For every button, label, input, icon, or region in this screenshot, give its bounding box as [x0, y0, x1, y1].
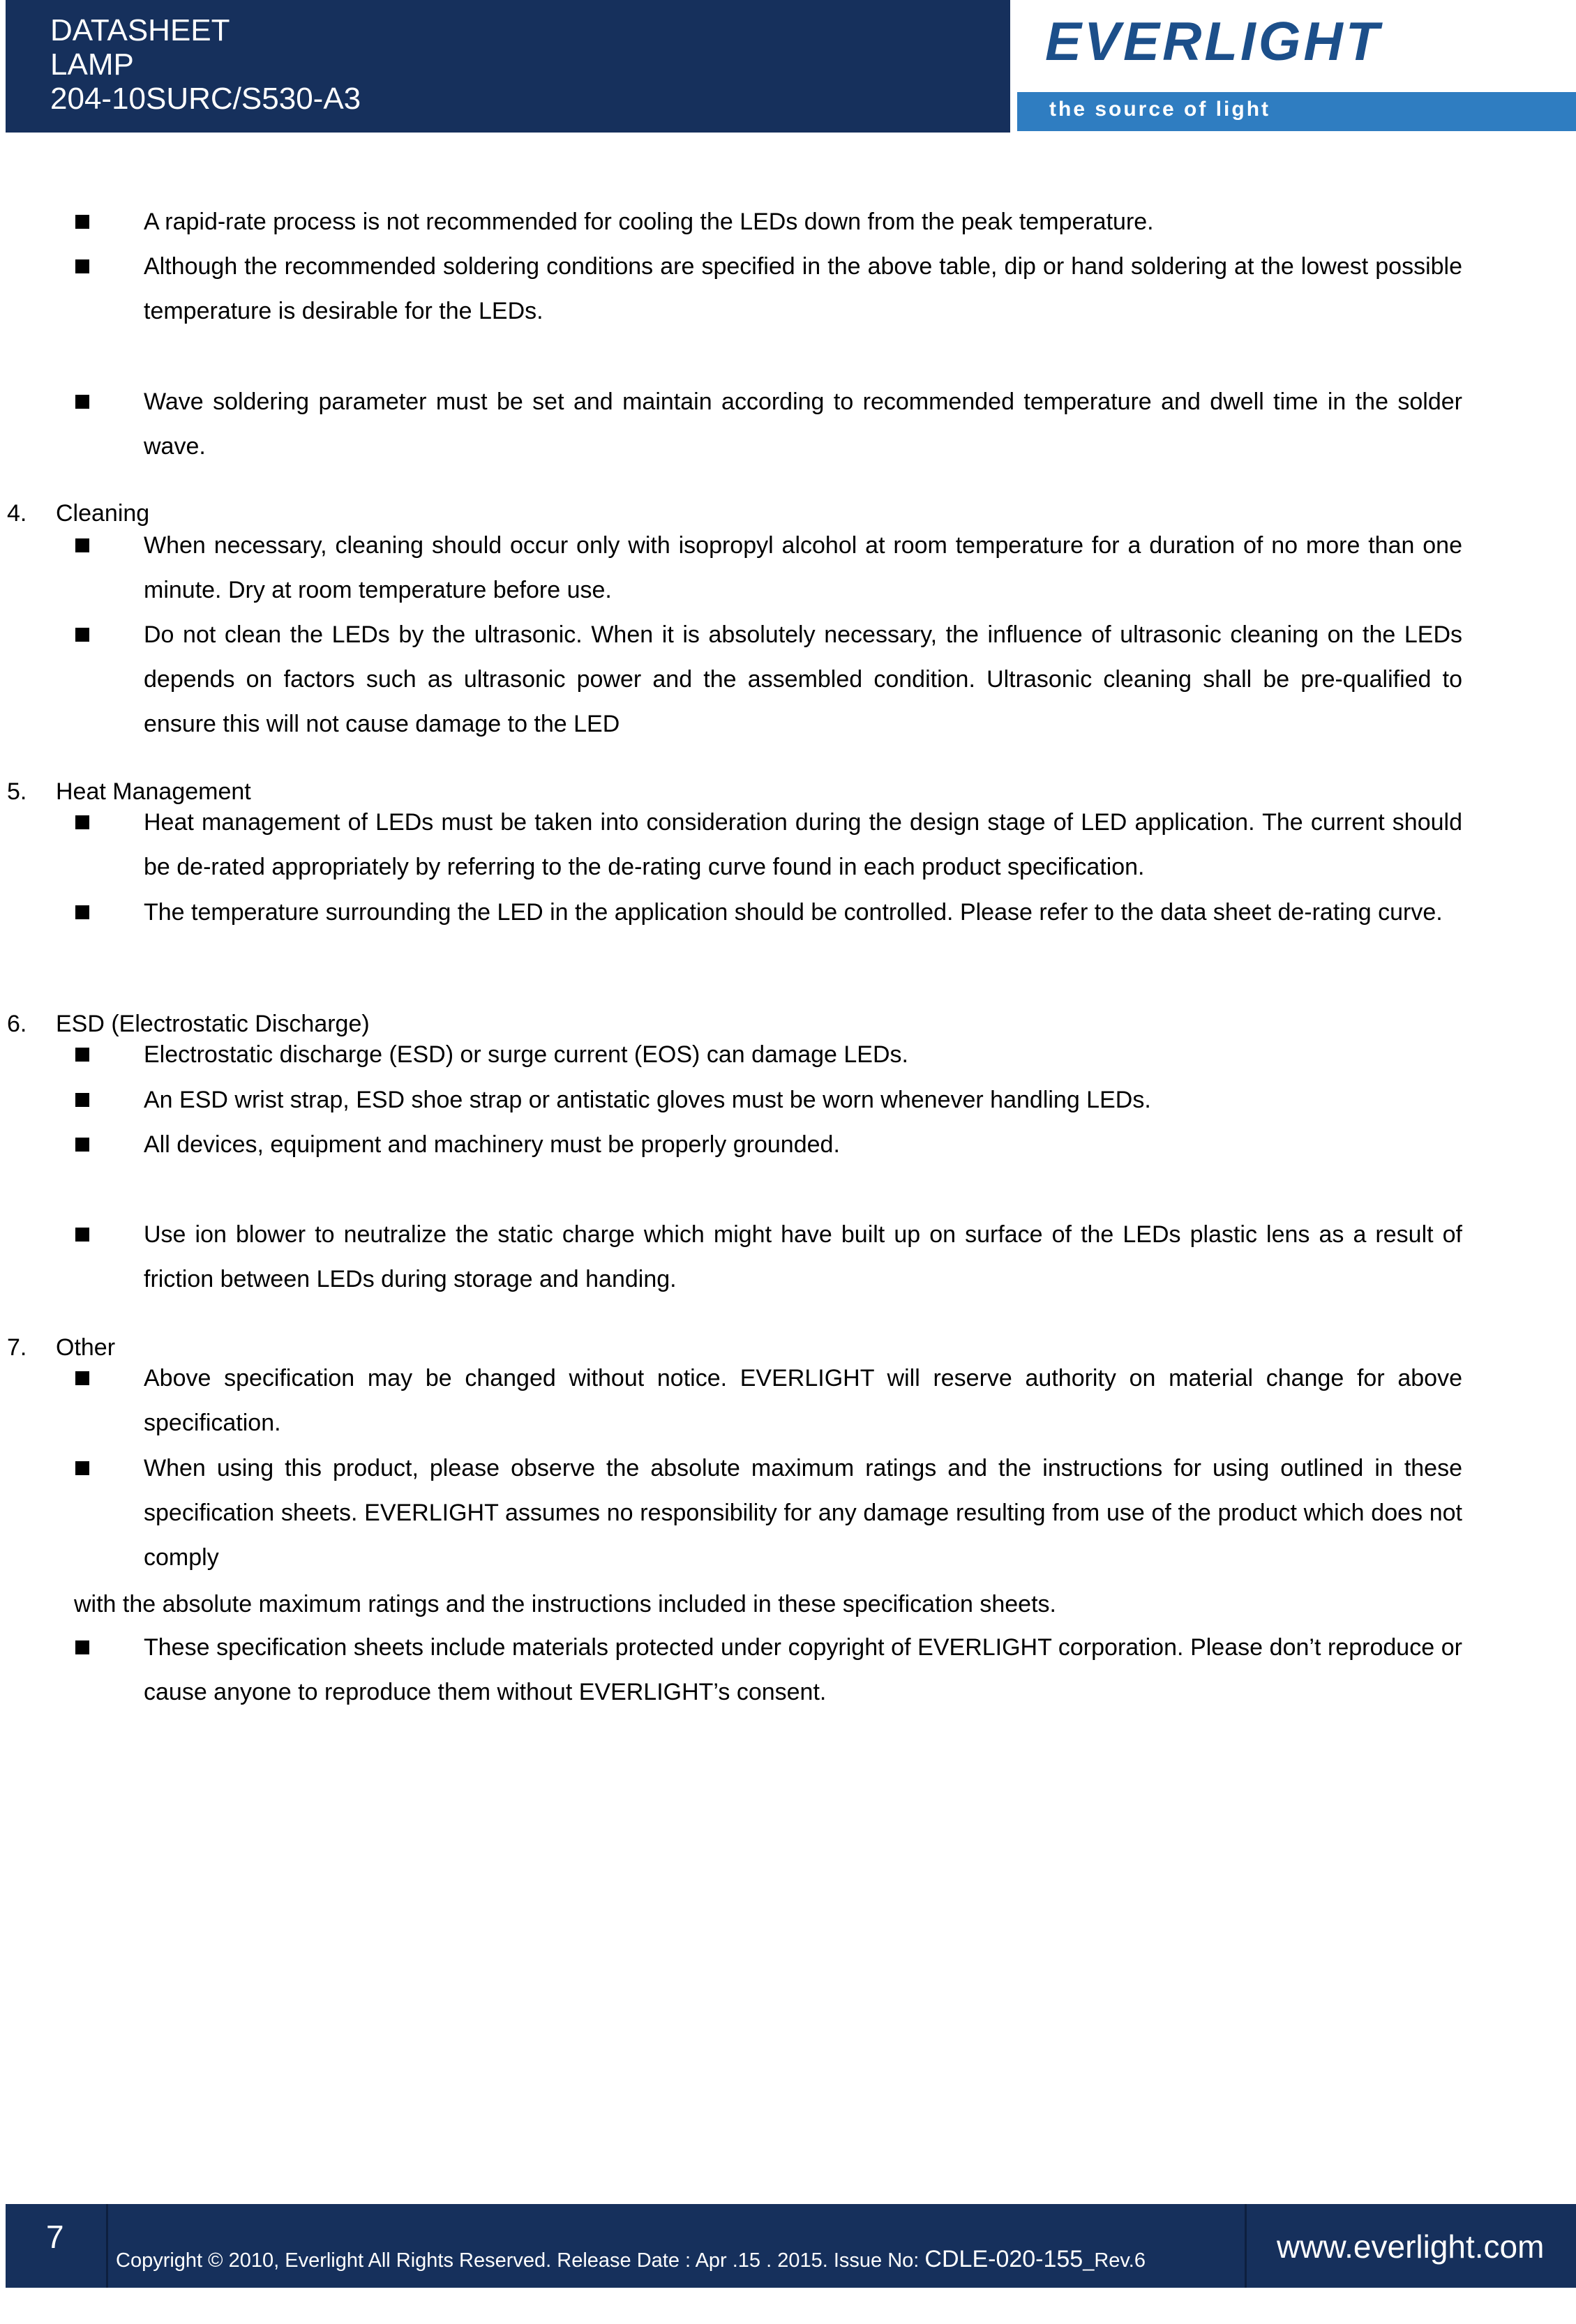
list-item: Above specification may be changed without notice. EVERLIGHT will reserve authority on material change for above specification.: [144, 1365, 1462, 1436]
section-heading-esd: 6. ESD (Electrostatic Discharge): [7, 1011, 370, 1037]
list-item: Heat management of LEDs must be taken into consideration during the design stage of LED application. The current should be de-rated appropriately by referring to the de-rating curve found in each product specification.: [144, 809, 1462, 880]
footer-divider: [106, 2204, 108, 2288]
bullet-square-icon: [75, 538, 89, 552]
bullet-square-icon: [75, 1228, 89, 1242]
continuation-text: with the absolute maximum ratings and the instructions included in these specification sheets.: [74, 1591, 1056, 1617]
header-title-block: [6, 0, 1010, 133]
page-number: 7: [46, 2219, 64, 2255]
bullet-square-icon: [75, 628, 89, 642]
tagline: the source of light: [1049, 98, 1271, 121]
brand-logo: [1017, 0, 1576, 133]
product-category: LAMP: [50, 47, 134, 82]
list-item: Although the recommended soldering conditions are specified in the above table, dip or hand soldering at the lowest possible temperature is desirable for the LEDs.: [144, 253, 1462, 324]
list-item: When using this product, please observe the absolute maximum ratings and the instructions for using outlined in these specification sheets. EVERLIGHT assumes no responsibility for any damage resulting from use of the product which does not comply: [144, 1455, 1462, 1571]
part-number: 204-10SURC/S530-A3: [50, 82, 361, 116]
section-heading-heat-management: 5. Heat Management: [7, 778, 251, 805]
bullet-square-icon: [75, 1461, 89, 1475]
bullet-square-icon: [75, 1048, 89, 1062]
list-item: Wave soldering parameter must be set and maintain according to recommended temperature and dwell time in the solder wave.: [144, 388, 1462, 460]
section-heading-other: 7. Other: [7, 1334, 116, 1361]
page-footer: [6, 2204, 1576, 2288]
list-item: When necessary, cleaning should occur only with isopropyl alcohol at room temperature for a duration of no more than one minute. Dry at room temperature before use.: [144, 532, 1462, 603]
doc-type: DATASHEET: [50, 13, 230, 47]
bullet-square-icon: [75, 395, 89, 409]
copyright-notice: Copyright © 2010, Everlight All Rights Reserved. Release Date : Apr .15 . 2015. Issue No: CDLE-020-155_Rev.6: [116, 2246, 1146, 2272]
section-heading-cleaning: 4. Cleaning: [7, 500, 150, 527]
tagline-bar: [1017, 92, 1576, 131]
list-item: These specification sheets include materials protected under copyright of EVERLIGHT corporation. Please don’t reproduce or cause anyone to reproduce them without EVERLIGHT’s consent.: [144, 1634, 1462, 1705]
bullet-square-icon: [75, 1640, 89, 1654]
footer-divider: [1245, 2204, 1247, 2288]
list-item: Do not clean the LEDs by the ultrasonic. When it is absolutely necessary, the influence of ultrasonic cleaning on the LEDs depends on factors such as ultrasonic power and the assembled condition. Ultrasonic cleaning shall be pre-qualified to ensure this will not cause damage to the LED: [144, 621, 1462, 737]
website-link[interactable]: www.everlight.com: [1277, 2228, 1545, 2265]
bullet-square-icon: [75, 1093, 89, 1107]
list-item: All devices, equipment and machinery must be properly grounded.: [144, 1131, 840, 1158]
logo-wordmark: EVERLIGHT: [1045, 10, 1382, 72]
bullet-square-icon: [75, 1138, 89, 1152]
bullet-square-icon: [75, 259, 89, 273]
bullet-square-icon: [75, 215, 89, 229]
list-item: An ESD wrist strap, ESD shoe strap or antistatic gloves must be worn whenever handling LEDs.: [144, 1087, 1151, 1113]
bullet-square-icon: [75, 815, 89, 829]
list-item: The temperature surrounding the LED in the application should be controlled. Please refer to the data sheet de-rating curve.: [144, 899, 1443, 926]
bullet-square-icon: [75, 1371, 89, 1385]
list-item: Electrostatic discharge (ESD) or surge current (EOS) can damage LEDs.: [144, 1041, 908, 1068]
bullet-square-icon: [75, 905, 89, 919]
list-item: Use ion blower to neutralize the static charge which might have built up on surface of the LEDs plastic lens as a result of friction between LEDs during storage and handing.: [144, 1221, 1462, 1292]
list-item: A rapid-rate process is not recommended for cooling the LEDs down from the peak temperature.: [144, 209, 1154, 235]
